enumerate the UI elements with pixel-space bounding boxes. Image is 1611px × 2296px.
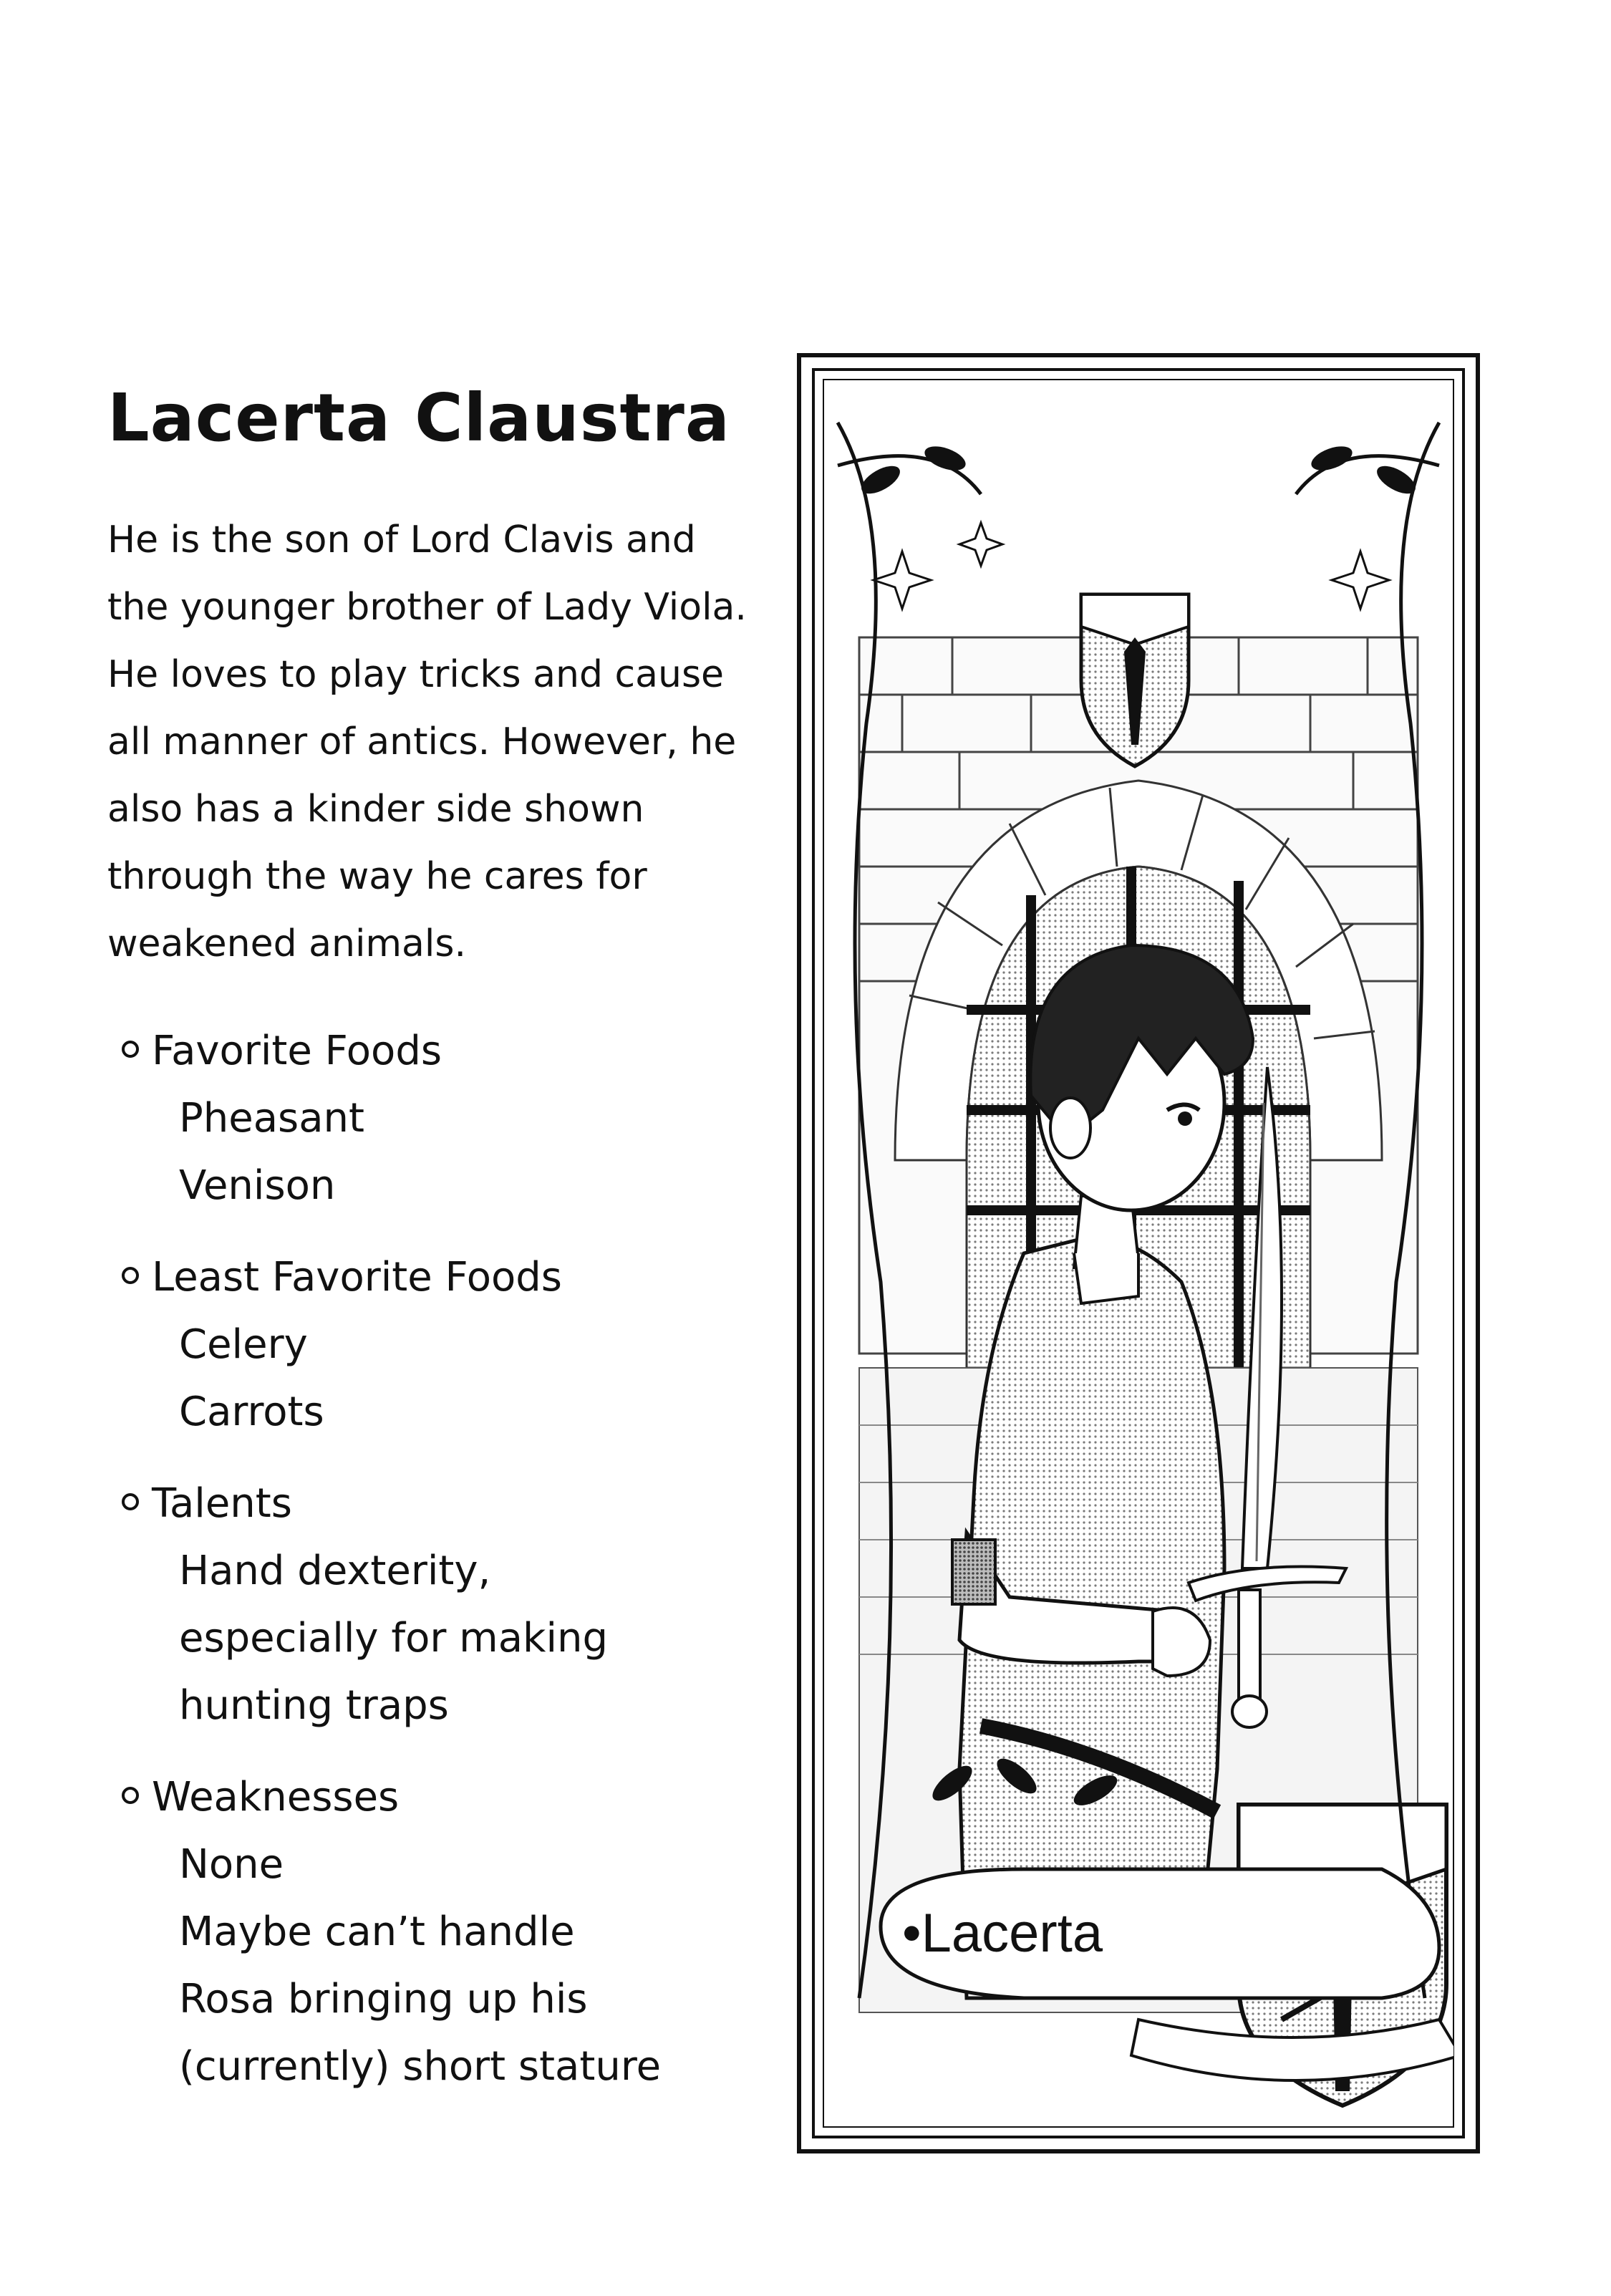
list-item: Celery [179,1321,308,1368]
character-bio: He is the son of Lord Clavis and the younger brother of Lady Viola. He loves to play tricks and cause all manner of antics. However, he also has a kinder side shown through the way he cares for weakened animals. [107,518,747,965]
character-name: Lacerta Claustra [107,380,730,456]
section-weaknesses [107,1764,795,2100]
list-item: (currently) short stature [179,2043,662,2090]
list-item: Carrots [179,1389,324,1435]
list-item: hunting traps [179,1682,449,1729]
section-favorite-foods [107,1018,795,1220]
list-item: Rosa bringing up his [179,1976,588,2022]
section-title: Talents [152,1480,292,1527]
list-item: Maybe can’t handle [179,1909,575,1955]
list-item: Pheasant [179,1095,364,1142]
bullet-icon [122,1493,139,1510]
character-profile [107,380,795,2125]
character-illustration [795,351,1482,2156]
banner-label: •Lacerta [902,1903,1103,1964]
bullet-icon [122,1041,139,1058]
list-item: Venison [179,1162,336,1209]
list-item: None [179,1841,284,1888]
bullet-icon [122,1267,139,1284]
section-title: Favorite Foods [152,1028,442,1074]
bullet-icon [122,1787,139,1804]
section-least-favorite-foods [107,1244,795,1446]
section-title: Least Favorite Foods [152,1254,562,1301]
illustration-svg [795,351,1482,2156]
section-title: Weaknesses [152,1774,400,1820]
section-talents [107,1470,795,1740]
list-item: Hand dexterity, [179,1548,491,1594]
list-item: especially for making [179,1615,609,1661]
